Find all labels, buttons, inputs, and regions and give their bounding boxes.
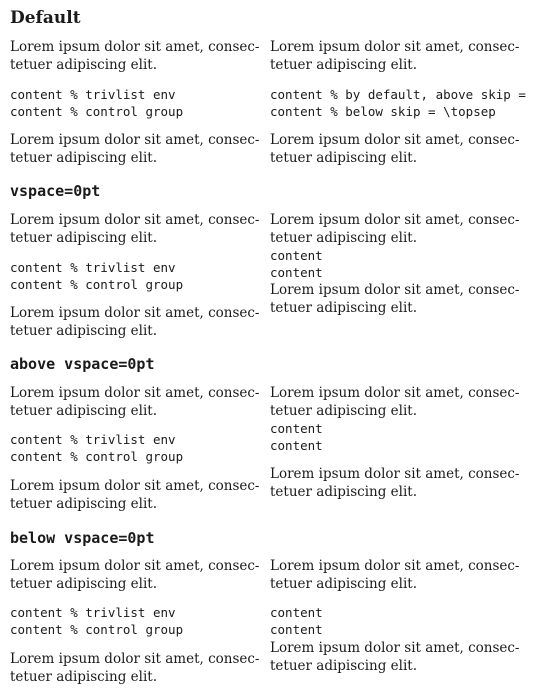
right-para-1-line-2: tetuer adipiscing elit. [270,57,418,73]
right-para-2-line-1: Lorem ipsum dolor sit amet, consec- [270,132,520,148]
left-code-line-1: content % trivlist env [10,432,176,447]
right-para-2-line-2: tetuer adipiscing elit. [270,658,418,674]
left-para-1-line-1: Lorem ipsum dolor sit amet, consec- [10,212,260,228]
right-para-2-line-2: tetuer adipiscing elit. [270,150,418,166]
right-para-2-line-1: Lorem ipsum dolor sit amet, consec- [270,640,520,656]
left-code-line-2: content % control group [10,104,184,119]
section-title-below-vspace: below vspace=0pt [10,529,155,547]
left-para-2-line-1: Lorem ipsum dolor sit amet, consec- [10,132,260,148]
section-title-default: Default [10,8,81,28]
left-para-2-line-2: tetuer adipiscing elit. [10,150,158,166]
right-para-1-line-1: Lorem ipsum dolor sit amet, consec- [270,39,520,55]
left-para-2-line-1: Lorem ipsum dolor sit amet, consec- [10,651,260,667]
left-code-line-1: content % trivlist env [10,87,176,102]
right-para-2-line-1: Lorem ipsum dolor sit amet, consec- [270,282,520,298]
right-para-1-line-1: Lorem ipsum dolor sit amet, consec- [270,385,520,401]
left-code-line-2: content % control group [10,277,184,292]
left-para-1-line-2: tetuer adipiscing elit. [10,57,158,73]
left-code-line-1: content % trivlist env [10,260,176,275]
left-para-2-line-1: Lorem ipsum dolor sit amet, consec- [10,478,260,494]
right-para-1-line-2: tetuer adipiscing elit. [270,403,418,419]
right-code-line-1: content % by default, above skip = [270,87,526,102]
left-code-line-2: content % control group [10,622,184,637]
right-code-line-1: content [270,605,323,620]
left-para-2-line-2: tetuer adipiscing elit. [10,496,158,512]
right-para-1-line-2: tetuer adipiscing elit. [270,230,418,246]
right-code-line-2: content [270,622,323,637]
left-para-1-line-1: Lorem ipsum dolor sit amet, consec- [10,39,260,55]
right-code-line-2: content % below skip = \topsep [270,104,496,119]
right-para-2-line-1: Lorem ipsum dolor sit amet, consec- [270,466,520,482]
left-para-1-line-2: tetuer adipiscing elit. [10,403,158,419]
left-code-line-2: content % control group [10,449,184,464]
left-para-2-line-2: tetuer adipiscing elit. [10,669,158,685]
right-para-1-line-1: Lorem ipsum dolor sit amet, consec- [270,558,520,574]
left-para-1-line-2: tetuer adipiscing elit. [10,230,158,246]
left-para-1-line-1: Lorem ipsum dolor sit amet, consec- [10,385,260,401]
section-title-vspace: vspace=0pt [10,182,101,200]
right-para-1-line-2: tetuer adipiscing elit. [270,576,418,592]
left-para-2-line-1: Lorem ipsum dolor sit amet, consec- [10,305,260,321]
left-para-1-line-2: tetuer adipiscing elit. [10,576,158,592]
right-para-2-line-2: tetuer adipiscing elit. [270,300,418,316]
left-para-2-line-2: tetuer adipiscing elit. [10,323,158,339]
right-code-line-2: content [270,438,323,453]
right-code-line-2: content [270,265,323,280]
left-para-1-line-1: Lorem ipsum dolor sit amet, consec- [10,558,260,574]
section-title-above-vspace: above vspace=0pt [10,355,155,373]
right-para-2-line-2: tetuer adipiscing elit. [270,484,418,500]
right-para-1-line-1: Lorem ipsum dolor sit amet, consec- [270,212,520,228]
right-code-line-1: content [270,421,323,436]
right-code-line-1: content [270,248,323,263]
left-code-line-1: content % trivlist env [10,605,176,620]
